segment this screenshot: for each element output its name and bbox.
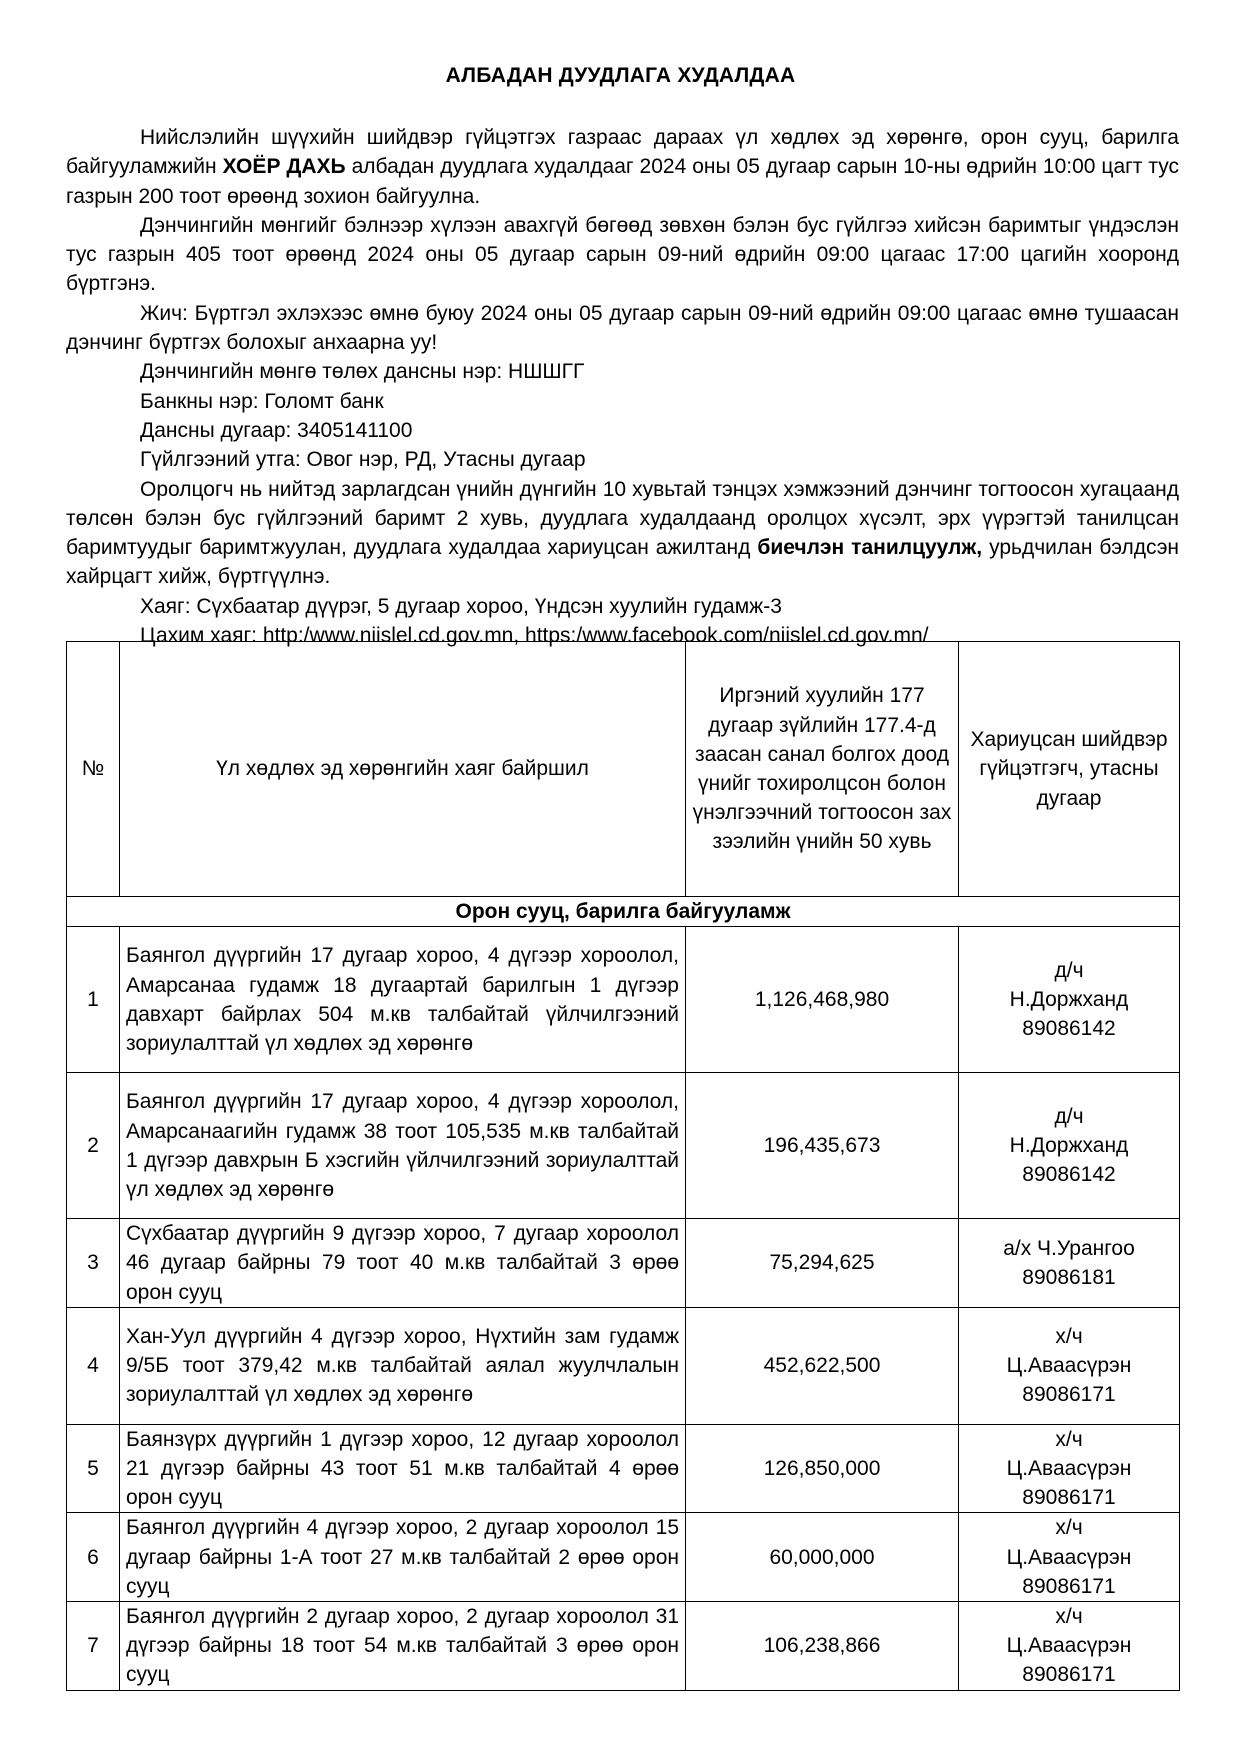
row-price: 75,294,625: [686, 1219, 959, 1308]
row-contact: [959, 1307, 1180, 1424]
row-number: 4: [67, 1307, 120, 1424]
row-number: 5: [67, 1424, 120, 1513]
contact-role: х/ч: [1055, 1516, 1083, 1540]
contact-phone: 89086142: [1022, 1017, 1116, 1041]
row-address: Сүхбаатар дүүргийн 9 дүгээр хороо, 7 дугаар хороолол 46 дугаар байрны 79 тоот 40 м.кв талбайтай 3 өрөө орон сууц: [120, 1219, 686, 1308]
table-row: [67, 1219, 1180, 1308]
row-price: 106,238,866: [686, 1602, 959, 1691]
contact-name: Н.Доржханд: [1009, 1134, 1129, 1158]
row-address: Баянгол дүүргийн 17 дугаар хороо, 4 дүгээр хороолол, Амарсанаа гудамж 18 дугаартай барилгын 1 дүгээр давхарт байрлах 504 м.кв талбайтай үйлчилгээний зориулалттай үл хөдлөх эд хөрөнгө: [120, 927, 686, 1073]
header-contact: Хариуцсан шийдвэр гүйцэтгэгч, утасны дугаар: [959, 642, 1180, 897]
row-address: Баянзүрх дүүргийн 1 дүгээр хороо, 12 дугаар хороолол 21 дүгээр байрны 43 тоот 51 м.кв талбайтай 4 өрөө орон сууц: [120, 1424, 686, 1513]
row-address: Баянгол дүүргийн 17 дугаар хороо, 4 дүгээр хороолол, Амарсанаагийн гудамж 38 тоот 105,535 м.кв талбайтай 1 дүгээр давхрын Б хэсгийн үйлчилгээний зориулалттай үл хөдлөх эд хөрөнгө: [120, 1073, 686, 1219]
paragraph-auction-date: [66, 123, 1179, 211]
paragraph-transaction-note: Гүйлгээний утга: Овог нэр, РД, Утасны дугаар: [140, 448, 586, 472]
row-price: 60,000,000: [686, 1513, 959, 1602]
paragraph-participant-requirements: [66, 475, 1179, 592]
contact-role: а/х Ч.Урангоо: [1003, 1236, 1135, 1260]
table-header-row: [67, 642, 1180, 897]
table-row: [67, 927, 1180, 1073]
table-section-row: [67, 897, 1180, 927]
contact-name: Ц.Аваасүрэн: [1006, 1545, 1132, 1569]
contact-phone: 89086171: [1022, 1663, 1116, 1687]
row-price: 196,435,673: [686, 1073, 959, 1219]
row-number: 1: [67, 927, 120, 1073]
contact-name: Ц.Аваасүрэн: [1006, 1457, 1132, 1481]
contact-name: Ц.Аваасүрэн: [1006, 1634, 1132, 1658]
row-number: 2: [67, 1073, 120, 1219]
row-contact: [959, 1073, 1180, 1219]
paragraph-text: албадан дуудлага худалдааг 2024 оны 05 дугаар сарын 10-ны өдрийн 10:00 цагт тус газрын 200 тоот өрөөнд зохион байгуулна.: [66, 155, 1179, 208]
row-contact: [959, 1602, 1180, 1691]
table-row: [67, 1602, 1180, 1691]
row-address: Хан-Уул дүүргийн 4 дүгээр хороо, Нүхтийн зам гудамж 9/5Б тоот 379,42 м.кв талбайтай аялал жуулчлалын зориулалттай үл хөдлөх эд хөрөнгө: [120, 1307, 686, 1424]
paragraph-address: Хаяг: Сүхбаатар дүүрэг, 5 дугаар хороо, Үндсэн хуулийн гудамж-3: [140, 594, 782, 618]
contact-phone: 89086181: [1022, 1266, 1116, 1289]
contact-phone: 89086171: [1022, 1486, 1116, 1510]
row-price: 1,126,468,980: [686, 927, 959, 1073]
contact-role: д/ч: [1054, 958, 1084, 982]
row-contact: [959, 1513, 1180, 1602]
paragraph-text: Оролцогч нь нийтэд зарлагдсан үнийн дүнгийн 10 хувьтай тэнцэх хэмжээний дэнчинг тогтоосон хугацаанд төлсөн бэлэн бус гүйлгээний баримт 2 хувь, дуудлага худалдаанд оролцох хүсэлт, эрх үүрэгтэй танилцсан баримтуудыг баримтжуулан, дуудлага худалдаа хариуцсан ажилтанд: [66, 477, 1179, 560]
paragraph-bold-text: биечлэн танилцуулж,: [757, 536, 983, 560]
contact-phone: 89086171: [1022, 1383, 1116, 1407]
table-row: [67, 1307, 1180, 1424]
contact-role: д/ч: [1054, 1104, 1084, 1128]
paragraph-note: Жич: Бүртгэл эхлэхээс өмнө буюу 2024 оны 05 дугаар сарын 09-ний өдрийн 09:00 цагаас өмнө тушаасан дэнчинг бүртгэх болохыг анхаарна уу!: [66, 301, 1179, 355]
table-row: [67, 1073, 1180, 1219]
header-address: Үл хөдлөх эд хөрөнгийн хаяг байршил: [120, 642, 686, 897]
section-title: Орон сууц, барилга байгууламж: [67, 897, 1180, 927]
row-price: 452,622,500: [686, 1307, 959, 1424]
document-title: АЛБАДАН ДУУДЛАГА ХУДАЛДАА: [445, 64, 796, 87]
row-contact: [959, 1219, 1180, 1308]
row-number: 3: [67, 1219, 120, 1308]
row-number: 6: [67, 1513, 120, 1602]
table-row: [67, 1513, 1180, 1602]
row-contact: [959, 1424, 1180, 1513]
announcement-text: [66, 123, 1179, 650]
property-table: [66, 641, 1180, 1691]
contact-name: Н.Доржханд: [1009, 988, 1129, 1012]
row-contact: [959, 927, 1180, 1073]
contact-role: х/ч: [1055, 1427, 1083, 1451]
paragraph-text: Нийслэлийн шүүхийн шийдвэр гүйцэтгэх газраас дараах үл хөдлөх эд хөрөнгө, орон сууц, барилга байгууламжийн: [66, 126, 1179, 179]
header-number: №: [67, 642, 120, 897]
paragraph-deposit-registration: Дэнчингийн мөнгийг бэлнээр хүлээн авахгүй бөгөөд зөвхөн бэлэн бус гүйлгээ хийсэн баримтыг үндэслэн тус газрын 405 тоот өрөөнд 2024 оны 05 дугаар сарын 09-ний өдрийн 09:00 цагаас 17:00 цагийн хооронд бүртгэнэ.: [66, 213, 1179, 296]
row-price: 126,850,000: [686, 1424, 959, 1513]
row-address: Баянгол дүүргийн 2 дугаар хороо, 2 дугаар хороолол 31 дүгээр байрны 18 тоот 54 м.кв талбайтай 3 өрөө орон сууц: [120, 1602, 686, 1691]
paragraph-account-number: Дансны дугаар: 3405141100: [140, 418, 413, 442]
contact-phone: 89086142: [1022, 1163, 1116, 1187]
paragraph-bank-name: Банкны нэр: Голомт банк: [140, 389, 384, 413]
paragraph-bold-text: ХОЁР ДАХЬ: [222, 155, 346, 179]
row-number: 7: [67, 1602, 120, 1691]
row-address: Баянгол дүүргийн 4 дүгээр хороо, 2 дугаар хороолол 15 дугаар байрны 1-А тоот 27 м.кв талбайтай 2 өрөө орон сууц: [120, 1513, 686, 1602]
paragraph-web-address: Цахим хаяг: http:/www.niislel.cd.gov.mn, https:/www.facebook.com/niislel.cd.gov.mn/: [140, 624, 929, 648]
table-row: [67, 1424, 1180, 1513]
paragraph-text: урьдчилан бэлдсэн хайрцагт хийж, бүртгүүлнэ.: [66, 536, 1180, 589]
header-price: Иргэний хуулийн 177 дугаар зүйлийн 177.4-д заасан санал болгох доод үнийг тохиролцсон болон үнэлгээчний тогтоосон зах зээлийн үнийн 50 хувь: [686, 642, 959, 897]
contact-role: х/ч: [1055, 1605, 1083, 1629]
paragraph-account-name: Дэнчингийн мөнгө төлөх дансны нэр: НШШГГ: [140, 360, 585, 384]
contact-phone: 89086171: [1022, 1574, 1116, 1598]
contact-role: х/ч: [1055, 1325, 1083, 1348]
contact-name: Ц.Аваасүрэн: [1006, 1354, 1132, 1378]
